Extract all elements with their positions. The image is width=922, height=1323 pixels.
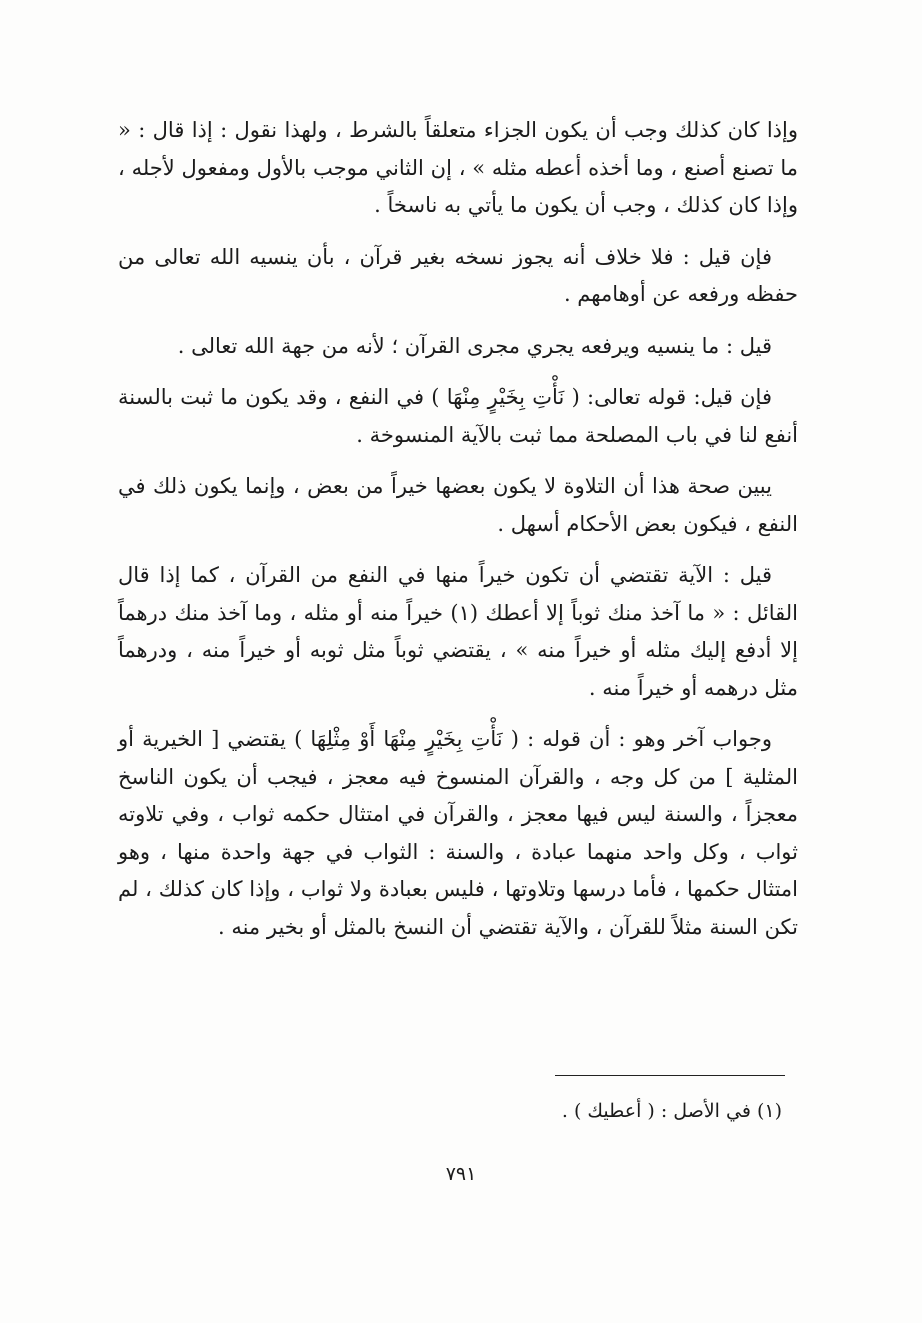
footnote: (١) في الأصل : ( أعطيك ) . <box>561 1100 782 1122</box>
paragraph: وإذا كان كذلك وجب أن يكون الجزاء متعلقاً بالشرط ، ولهذا نقول : إذا قال : « ما تصنع أصنع ، وما أخذه أعطه مثله » ، إن الثاني موجب بالأول ومفعول لأجله ، وإذا كان كذلك ، وجب أن يكون ما يأتي به ناسخاً . <box>118 118 798 217</box>
body-text <box>118 112 798 960</box>
paragraph: قيل : ما ينسيه ويرفعه يجري مجرى القرآن ؛ لأنه من جهة الله تعالى . <box>177 333 772 358</box>
paragraph: وجواب آخر وهو : أن قوله : ( نَأْتِ بِخَيْرٍ مِنْهَا أَوْ مِثْلِهَا ) يقتضي [ الخيرية أو المثلية ] من كل وجه ، والقرآن المنسوخ فيه معجز ، فيجب أن يكون الناسخ معجزاً ، والسنة ليس فيها معجز ، والقرآن في امتثال حكمه ثواب ، وفي تلاوته ثواب ، وكل واحد منهما عبادة ، والسنة : الثواب في جهة واحدة منها ، وهو امتثال حكمها ، فأما درسها وتلاوتها ، فليس بعبادة ولا ثواب ، وإذا كان كذلك ، لم تكن السنة مثلاً للقرآن ، والآية تقتضي أن النسخ بالمثل أو بخير منه . <box>118 727 798 939</box>
paragraph: فإن قيل: قوله تعالى: ( نَأْتِ بِخَيْرٍ مِنْهَا ) في النفع ، وقد يكون ما ثبت بالسنة أنفع لنا في باب المصلحة مما ثبت بالآية المنسوخة . <box>118 385 798 447</box>
paragraph: فإن قيل : فلا خلاف أنه يجوز نسخه بغير قرآن ، بأن ينسيه الله تعالى من حفظه ورفعه عن أوهامهم . <box>118 244 798 306</box>
footnote-divider <box>555 1075 785 1076</box>
paragraph: يبين صحة هذا أن التلاوة لا يكون بعضها خيراً من بعض ، وإنما يكون ذلك في النفع ، فيكون بعض الأحكام أسهل . <box>118 474 798 536</box>
page-number: ٧٩١ <box>445 1163 477 1185</box>
paragraph: قيل : الآية تقتضي أن تكون خيراً منها في النفع من القرآن ، كما إذا قال القائل : « ما آخذ منك ثوباً إلا أعطك (١) خيراً منه أو مثله ، وما آخذ منك درهماً إلا أدفع إليك مثله أو خيراً منه » ، يقتضي ثوباً مثل ثوبه أو خيراً منه ، ودرهماً مثل درهمه أو خيراً منه . <box>118 563 798 700</box>
